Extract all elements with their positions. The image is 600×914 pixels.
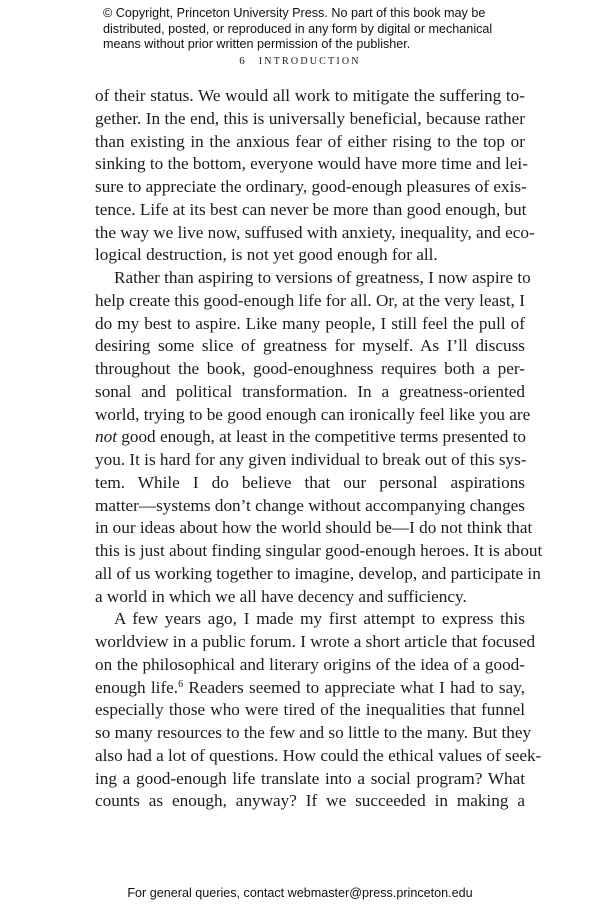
footnote-marker[interactable]: 6	[178, 678, 184, 690]
text-line: do my best to aspire. Like many people, I still feel the pull of	[95, 313, 525, 333]
text-line: so many resources to the few and so little to the many. But they	[95, 723, 532, 742]
text-line: matter—systems don’t change without accompanying changes	[95, 495, 525, 515]
text-line: the way we live now, suffused with anxiety, inequality, and eco-	[95, 222, 535, 242]
text-line: on the philosophical and literary origins of the idea of a good-	[95, 654, 525, 674]
running-head	[0, 55, 600, 67]
text-line: desiring some slice of greatness for myself. As I’ll discuss	[95, 336, 525, 356]
text-run: Readers seemed to appreciate what I had to say,	[183, 677, 525, 697]
copyright-notice	[103, 6, 523, 53]
body-text	[95, 85, 543, 813]
text-line: you. It is hard for any given individual to break out of this sys-	[95, 450, 527, 469]
text-line: ing a good-enough life translate into a social program? What	[95, 768, 525, 788]
text-run: enough life.	[95, 677, 179, 697]
text-line	[95, 677, 525, 700]
text-line: tem. While I do believe that our personal aspirations	[95, 472, 525, 492]
text-line: sonal and political transformation. In a greatness-oriented	[95, 381, 525, 401]
paragraph-start-line: Rather than aspiring to versions of greatness, I now aspire to	[114, 268, 531, 287]
page-number: 6	[239, 55, 245, 67]
text-line: especially those who were tired of the inequalities that funnel	[95, 700, 525, 720]
text-line: sure to appreciate the ordinary, good-enough pleasures of exis-	[95, 177, 527, 196]
text-line: than existing in the anxious fear of either rising to the top or	[95, 131, 525, 151]
paragraph-start-line: A few years ago, I made my first attempt to express this	[114, 609, 525, 629]
text-line: worldview in a public forum. I wrote a short article that focused	[95, 632, 536, 651]
text-line: throughout the book, good-enoughness requires both a per-	[95, 359, 525, 378]
text-run: good enough, at least in the competitive terms presented to	[116, 427, 527, 447]
text-line: help create this good-enough life for all. Or, at the very least, I	[95, 290, 525, 310]
chapter-title: INTRODUCTION	[258, 56, 361, 67]
text-line: also had a lot of questions. How could the ethical values of seek-	[95, 745, 542, 765]
text-line: tence. Life at its best can never be more than good enough, but	[95, 199, 527, 219]
text-line: gether. In the end, this is universally beneficial, because rather	[95, 108, 525, 128]
copyright-line: means without prior written permission of the publisher.	[103, 37, 411, 51]
text-line: counts as enough, anyway? If we succeeded in making a	[95, 791, 525, 811]
text-line	[95, 426, 525, 449]
text-line: sinking to the bottom, everyone would have more time and lei-	[95, 154, 528, 174]
emphasis-text: not	[95, 427, 117, 447]
text-line: world, trying to be good enough can ironically feel like you are	[95, 404, 531, 424]
copyright-line: distributed, posted, or reproduced in any form by digital or mechanical	[103, 21, 493, 36]
text-line: this is just about finding singular good-enough heroes. It is about	[95, 541, 543, 560]
text-line: of their status. We would all work to mitigate the suffering to-	[95, 86, 525, 105]
text-line: all of us working together to imagine, develop, and participate in	[95, 563, 541, 583]
text-line: a world in which we all have decency and sufficiency.	[95, 586, 467, 606]
text-line: logical destruction, is not yet good enough for all.	[95, 245, 438, 265]
copyright-line: © Copyright, Princeton University Press. No part of this book may be	[103, 6, 486, 20]
text-line: in our ideas about how the world should be—I do not think that	[95, 518, 533, 538]
footer-contact: For general queries, contact webmaster@press.princeton.edu	[127, 886, 473, 900]
